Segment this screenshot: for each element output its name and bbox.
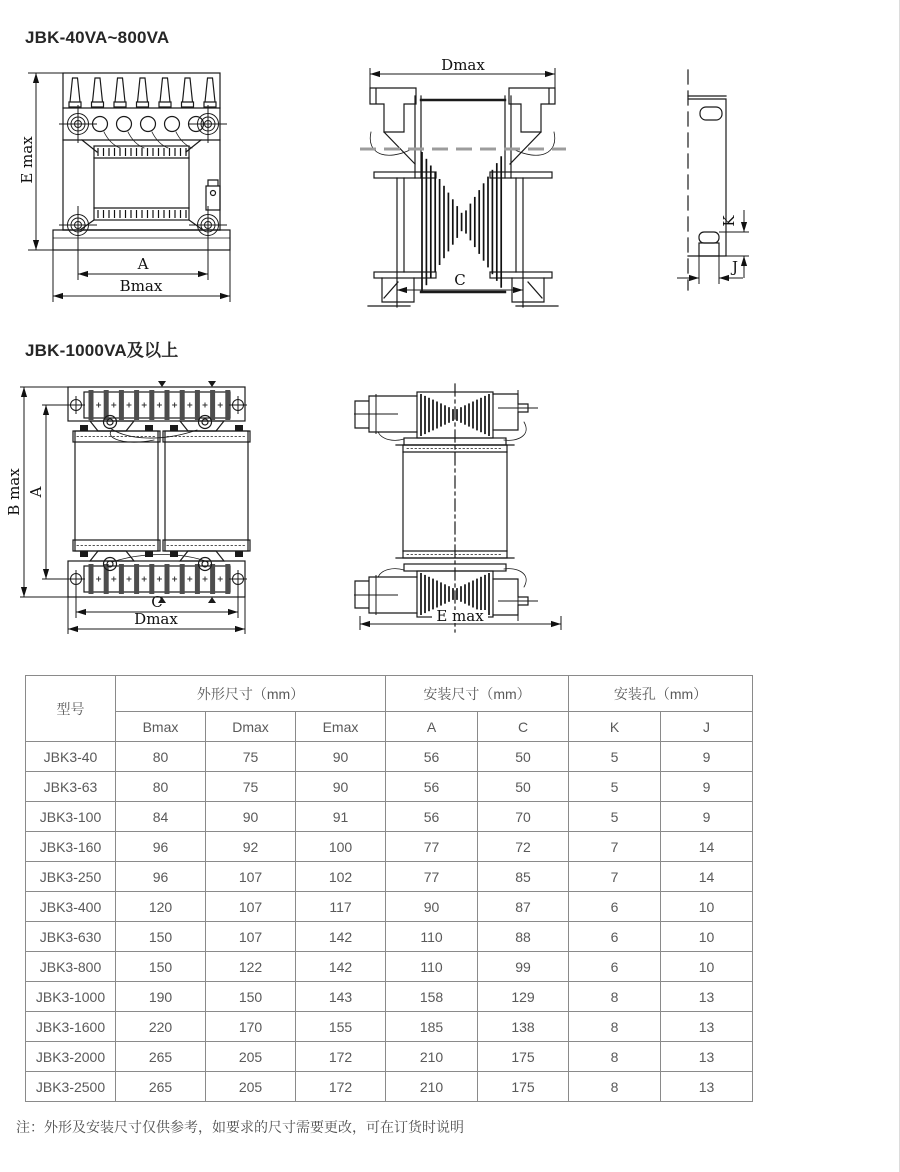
value-cell: 91 <box>296 802 386 832</box>
table-row <box>26 922 753 952</box>
value-cell: 90 <box>386 892 478 922</box>
table-row <box>26 802 753 832</box>
value-cell: 175 <box>478 1042 569 1072</box>
spec-table <box>25 675 753 1102</box>
value-cell: 14 <box>661 832 753 862</box>
value-cell: 84 <box>116 802 206 832</box>
col-header-c: C <box>478 712 569 742</box>
value-cell: 8 <box>569 982 661 1012</box>
model-cell: JBK3-630 <box>26 922 116 952</box>
table-row <box>26 862 753 892</box>
value-cell: 75 <box>206 742 296 772</box>
large-transformer-side-view-drawing <box>348 378 573 654</box>
value-cell: 56 <box>386 802 478 832</box>
value-cell: 129 <box>478 982 569 1012</box>
value-cell: 210 <box>386 1072 478 1102</box>
section-title-large-models: JBK-1000VA及以上 <box>25 341 179 360</box>
value-cell: 9 <box>661 802 753 832</box>
dim-label-emax: E max <box>436 607 484 625</box>
col-header-dmax: Dmax <box>206 712 296 742</box>
value-cell: 10 <box>661 952 753 982</box>
value-cell: 8 <box>569 1072 661 1102</box>
value-cell: 205 <box>206 1072 296 1102</box>
value-cell: 107 <box>206 922 296 952</box>
value-cell: 107 <box>206 892 296 922</box>
col-header-bmax: Bmax <box>116 712 206 742</box>
value-cell: 50 <box>478 772 569 802</box>
value-cell: 143 <box>296 982 386 1012</box>
value-cell: 150 <box>116 952 206 982</box>
model-cell: JBK3-800 <box>26 952 116 982</box>
value-cell: 172 <box>296 1042 386 1072</box>
value-cell: 92 <box>206 832 296 862</box>
model-cell: JBK3-100 <box>26 802 116 832</box>
value-cell: 6 <box>569 922 661 952</box>
small-transformer-side-view-drawing <box>358 56 568 312</box>
value-cell: 13 <box>661 982 753 1012</box>
model-cell: JBK3-2000 <box>26 1042 116 1072</box>
value-cell: 5 <box>569 772 661 802</box>
value-cell: 5 <box>569 802 661 832</box>
value-cell: 13 <box>661 1042 753 1072</box>
value-cell: 190 <box>116 982 206 1012</box>
value-cell: 8 <box>569 1042 661 1072</box>
value-cell: 100 <box>296 832 386 862</box>
value-cell: 77 <box>386 832 478 862</box>
value-cell: 155 <box>296 1012 386 1042</box>
value-cell: 80 <box>116 742 206 772</box>
dim-label-k: K <box>720 215 738 227</box>
value-cell: 117 <box>296 892 386 922</box>
group-header-outline-dims: 外形尺寸（mm） <box>116 676 386 712</box>
coil-hatch <box>98 210 186 218</box>
model-cell: JBK3-1000 <box>26 982 116 1012</box>
value-cell: 5 <box>569 742 661 772</box>
model-cell: JBK3-400 <box>26 892 116 922</box>
col-header-model: 型号 <box>26 676 116 742</box>
value-cell: 265 <box>116 1072 206 1102</box>
group-header-hole-dims: 安装孔（mm） <box>569 676 753 712</box>
value-cell: 210 <box>386 1042 478 1072</box>
model-cell: JBK3-63 <box>26 772 116 802</box>
value-cell: 7 <box>569 862 661 892</box>
table-subheader-row <box>26 712 753 742</box>
table-row <box>26 742 753 772</box>
value-cell: 90 <box>296 772 386 802</box>
value-cell: 70 <box>478 802 569 832</box>
col-header-emax: Emax <box>296 712 386 742</box>
value-cell: 9 <box>661 742 753 772</box>
value-cell: 96 <box>116 832 206 862</box>
value-cell: 75 <box>206 772 296 802</box>
value-cell: 150 <box>206 982 296 1012</box>
value-cell: 185 <box>386 1012 478 1042</box>
value-cell: 14 <box>661 862 753 892</box>
value-cell: 158 <box>386 982 478 1012</box>
dim-label-a: A <box>27 486 45 498</box>
value-cell: 8 <box>569 1012 661 1042</box>
value-cell: 99 <box>478 952 569 982</box>
value-cell: 6 <box>569 892 661 922</box>
value-cell: 172 <box>296 1072 386 1102</box>
table-row <box>26 982 753 1012</box>
model-cell: JBK3-40 <box>26 742 116 772</box>
dim-label-j: J <box>731 258 739 276</box>
section-title-small-models: JBK-40VA~800VA <box>25 28 170 47</box>
value-cell: 175 <box>478 1072 569 1102</box>
table-group-header-row <box>26 676 753 712</box>
dim-label-bmax: B max <box>5 468 23 516</box>
table-row <box>26 952 753 982</box>
dim-label-c: C <box>454 271 466 289</box>
dim-label-c: C <box>151 593 163 611</box>
terminal-pins <box>69 78 216 107</box>
value-cell: 142 <box>296 952 386 982</box>
value-cell: 110 <box>386 922 478 952</box>
col-header-k: K <box>569 712 661 742</box>
value-cell: 87 <box>478 892 569 922</box>
table-row <box>26 832 753 862</box>
value-cell: 6 <box>569 952 661 982</box>
mounting-screws <box>59 105 227 244</box>
value-cell: 122 <box>206 952 296 982</box>
value-cell: 56 <box>386 772 478 802</box>
value-cell: 77 <box>386 862 478 892</box>
col-header-j: J <box>661 712 753 742</box>
value-cell: 265 <box>116 1042 206 1072</box>
table-row <box>26 1012 753 1042</box>
dim-label-bmax: Bmax <box>119 277 163 295</box>
model-cell: JBK3-250 <box>26 862 116 892</box>
value-cell: 107 <box>206 862 296 892</box>
value-cell: 7 <box>569 832 661 862</box>
value-cell: 80 <box>116 772 206 802</box>
value-cell: 142 <box>296 922 386 952</box>
value-cell: 138 <box>478 1012 569 1042</box>
mounting-bracket-detail-drawing <box>675 60 850 292</box>
coil-hatch <box>98 148 186 156</box>
dim-label-dmax: Dmax <box>441 56 485 74</box>
value-cell: 85 <box>478 862 569 892</box>
value-cell: 88 <box>478 922 569 952</box>
table-row <box>26 772 753 802</box>
value-cell: 13 <box>661 1012 753 1042</box>
value-cell: 170 <box>206 1012 296 1042</box>
value-cell: 205 <box>206 1042 296 1072</box>
value-cell: 220 <box>116 1012 206 1042</box>
value-cell: 50 <box>478 742 569 772</box>
table-body <box>26 742 753 1102</box>
value-cell: 120 <box>116 892 206 922</box>
value-cell: 102 <box>296 862 386 892</box>
dim-label-emax: E max <box>18 136 36 184</box>
value-cell: 96 <box>116 862 206 892</box>
col-header-a: A <box>386 712 478 742</box>
value-cell: 110 <box>386 952 478 982</box>
value-cell: 13 <box>661 1072 753 1102</box>
table-row <box>26 1042 753 1072</box>
value-cell: 9 <box>661 772 753 802</box>
large-transformer-front-view-drawing <box>5 378 257 654</box>
group-header-mount-dims: 安装尺寸（mm） <box>386 676 569 712</box>
model-cell: JBK3-1600 <box>26 1012 116 1042</box>
value-cell: 10 <box>661 892 753 922</box>
table-row <box>26 892 753 922</box>
small-transformer-front-view-drawing <box>20 60 255 312</box>
dim-label-a: A <box>137 255 149 273</box>
model-cell: JBK3-160 <box>26 832 116 862</box>
value-cell: 150 <box>116 922 206 952</box>
value-cell: 56 <box>386 742 478 772</box>
table-row <box>26 1072 753 1102</box>
value-cell: 72 <box>478 832 569 862</box>
value-cell: 10 <box>661 922 753 952</box>
dim-label-dmax: Dmax <box>134 610 178 628</box>
model-cell: JBK3-2500 <box>26 1072 116 1102</box>
footnote: 注：外形及安装尺寸仅供参考，如要求的尺寸需要更改，可在订货时说明 <box>16 1119 464 1135</box>
value-cell: 90 <box>206 802 296 832</box>
value-cell: 90 <box>296 742 386 772</box>
